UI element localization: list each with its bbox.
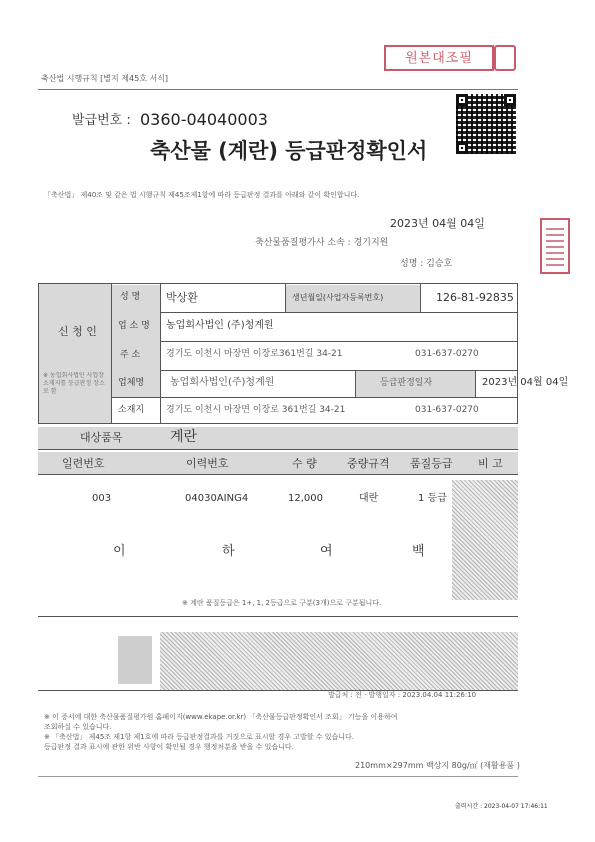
col-grade: 품질등급 bbox=[410, 457, 453, 470]
col-remark: 비 고 bbox=[478, 457, 503, 470]
issue-number: 0360-04040003 bbox=[140, 110, 268, 129]
qr-code-icon bbox=[456, 94, 516, 154]
row-weight: 대란 bbox=[359, 493, 379, 504]
grading-date: 2023년 04월 04일 bbox=[482, 377, 569, 388]
col-serial: 일련번호 bbox=[62, 457, 105, 470]
row-trace-number: 04030AING4 bbox=[185, 493, 249, 504]
row-serial: 003 bbox=[92, 493, 112, 504]
grader-name: 성명 : 김승호 bbox=[400, 259, 453, 269]
row-grade: 1 등급 bbox=[418, 493, 447, 504]
form-reference: 축산법 시행규칙 [별지 제45호 서식] bbox=[41, 74, 169, 83]
col-weight: 중량규격 bbox=[347, 457, 390, 470]
location-phone: 031-637-0270 bbox=[415, 405, 479, 415]
grade-footnote: ※ 계란 품질등급은 1+, 1, 2등급으로 구분(3개)으로 구분됩니다. bbox=[182, 599, 382, 607]
applicant-name-label: 성 명 bbox=[120, 292, 141, 302]
original-copy-stamp: 원본대조필 bbox=[384, 45, 494, 71]
product-label: 대상품목 bbox=[80, 431, 123, 444]
business-number-label: 생년월일(사업자등록번호) bbox=[292, 293, 384, 302]
footer-note-1: ※ 이 증서에 대한 축산물품질평가원 홈페이지(www.ekape.or.kr) 「축산물등급판정확인서 조회」 기능을 이용하여 bbox=[44, 713, 398, 721]
footer-note-2: 조회하실 수 있습니다. bbox=[44, 723, 112, 731]
issue-date: 2023년 04월 04일 bbox=[390, 217, 485, 230]
void-mark-1: 이 bbox=[113, 544, 126, 559]
applicant-side-note: ※ 농업회사법인 사업장 소재지를 등급판정 장소로 함 bbox=[43, 372, 105, 395]
business-name: 농업회사법인(주)청계원 bbox=[170, 377, 275, 388]
security-barcode bbox=[160, 632, 518, 690]
void-mark-4: 백 bbox=[412, 544, 425, 559]
applicant-name: 박상환 bbox=[166, 291, 198, 304]
header-rule bbox=[38, 89, 518, 90]
intro-text: 「축산법」 제40조 및 같은 법 시행규칙 제45조제1항에 따라 등급판정 결과를 아래와 같이 확인합니다. bbox=[44, 191, 360, 199]
grader-seal bbox=[540, 218, 570, 274]
grading-date-label: 등급판정일자 bbox=[380, 378, 433, 388]
company-name: 농업회사법인 (주)청계원 bbox=[166, 320, 274, 331]
print-timestamp: 출력시간 : 2023-04-07 17:46:11 bbox=[455, 803, 548, 810]
location: 경기도 이천시 마장면 이장로 361번길 34-21 bbox=[166, 405, 346, 415]
footer-note-4: 등급판정 결과 표시에 관한 위반 사항이 확인될 경우 행정처분을 받을 수 있습니다. bbox=[44, 743, 294, 751]
security-pattern bbox=[452, 480, 518, 600]
issue-number-label: 발급번호 : bbox=[72, 113, 131, 128]
document-title: 축산물 (계란) 등급판정확인서 bbox=[150, 139, 428, 163]
business-number: 126-81-92835 bbox=[436, 291, 514, 304]
col-trace-number: 이력번호 bbox=[186, 457, 229, 470]
col-quantity: 수 량 bbox=[292, 457, 317, 470]
address: 경기도 이천시 마장면 이장로361번길 34-21 bbox=[166, 349, 343, 359]
grader-org: 축산물품질평가사 소속 : 경기지원 bbox=[255, 238, 389, 248]
security-block-left bbox=[118, 636, 152, 684]
business-label: 업체명 bbox=[118, 378, 145, 388]
applicant-section-label: 신 청 인 bbox=[58, 325, 97, 338]
seal-mark bbox=[494, 45, 516, 71]
paper-spec: 210mm×297mm 백상지 80g/㎡ (재활용품 ) bbox=[355, 761, 520, 770]
address-label: 주 소 bbox=[120, 350, 141, 360]
void-mark-2: 하 bbox=[222, 544, 235, 559]
row-quantity: 12,000 bbox=[288, 493, 323, 504]
product-value: 계란 bbox=[170, 429, 198, 445]
void-mark-3: 여 bbox=[320, 544, 333, 559]
location-label: 소재지 bbox=[118, 405, 145, 415]
phone: 031-637-0270 bbox=[415, 349, 479, 359]
company-label: 업 소 명 bbox=[118, 321, 150, 331]
footer-note-3: ※ 「축산법」 제45조 제1항 제1호에 따라 등급판정결과를 거짓으로 표시할 경우 고발할 수 있습니다. bbox=[44, 733, 355, 741]
issue-info: 발급처 : 전 · 발행일자 : 2023.04.04 11:26:10 bbox=[328, 691, 477, 699]
